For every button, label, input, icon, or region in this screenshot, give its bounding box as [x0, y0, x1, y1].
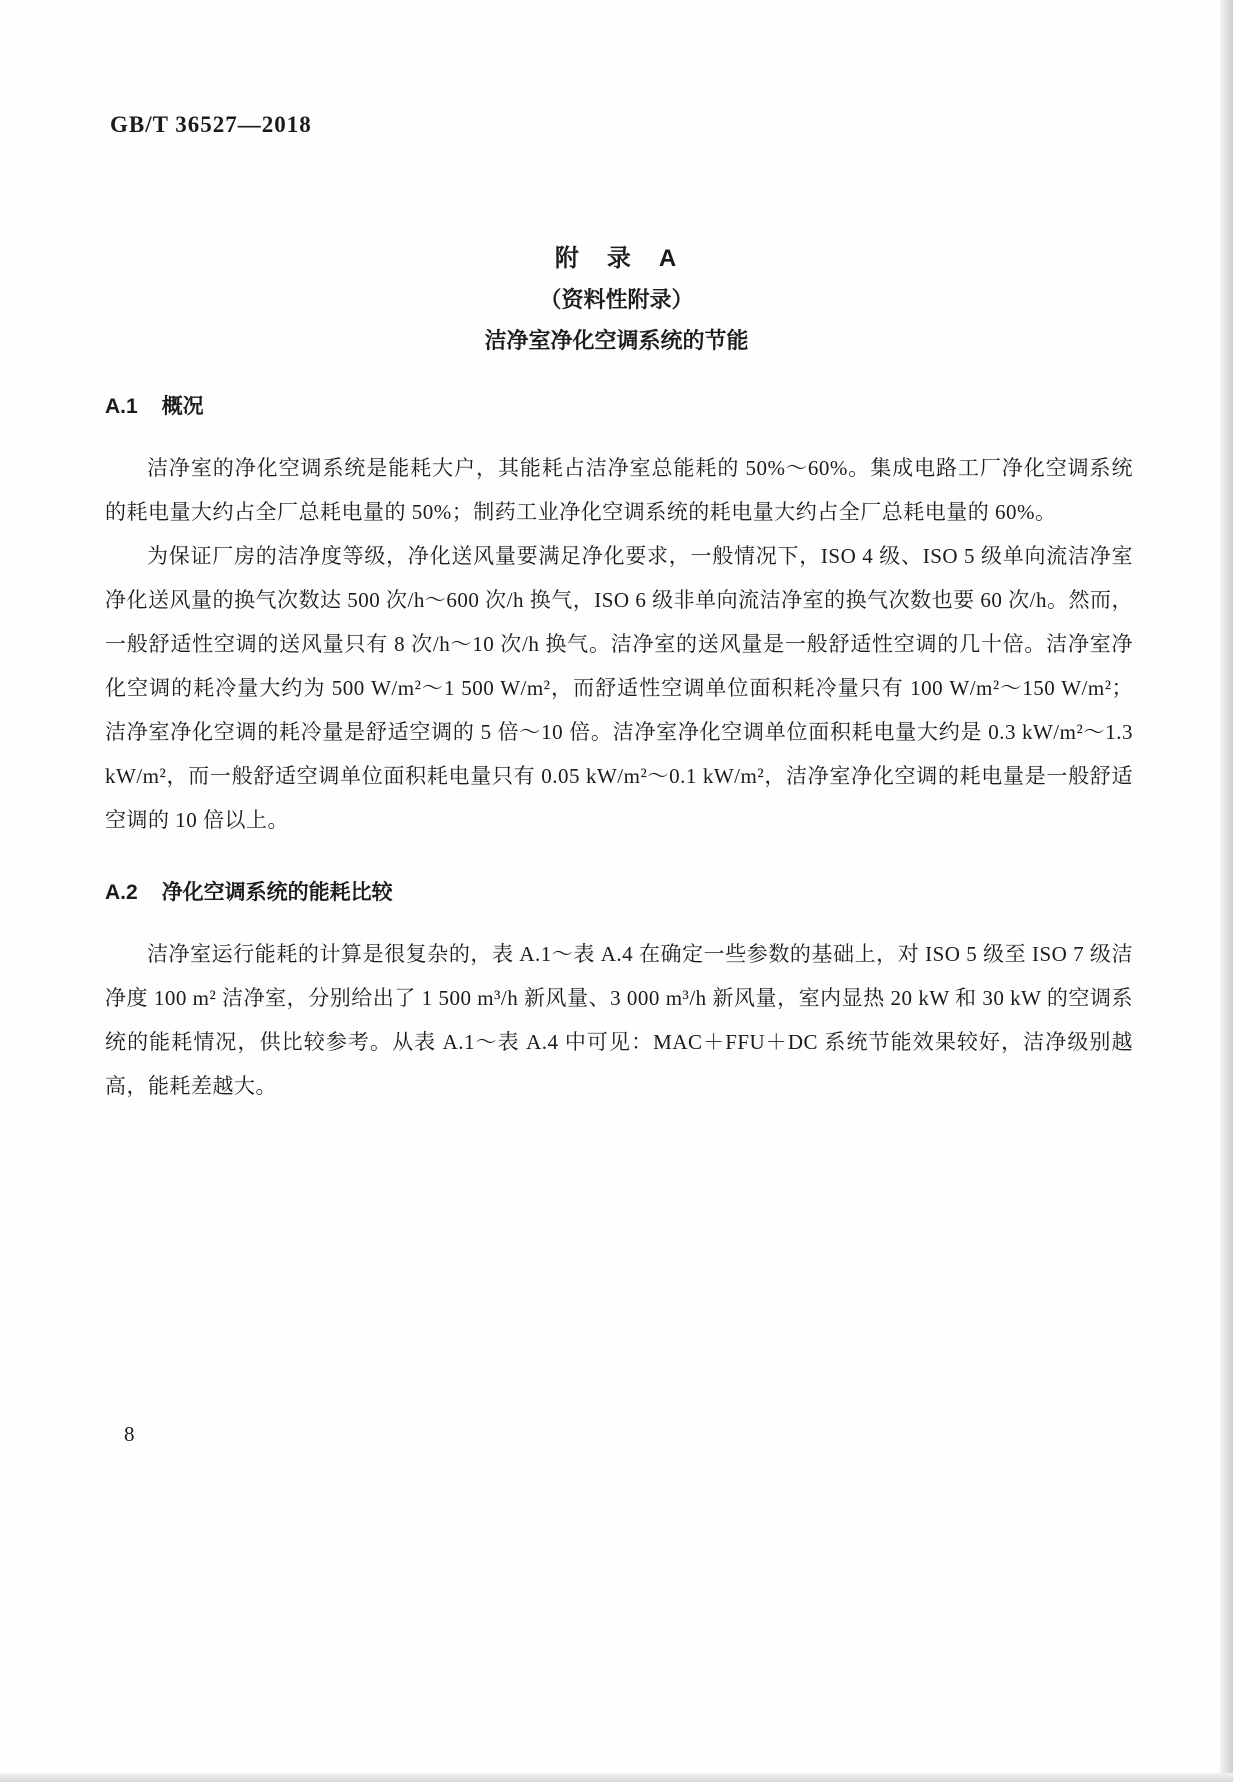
appendix-type-note: （资料性附录） — [539, 287, 694, 312]
paragraph: 洁净室运行能耗的计算是很复杂的，表 A.1～表 A.4 在确定一些参数的基础上，对 ISO 5 级至 ISO 7 级洁净度 100 m² 洁净室，分别给出了 1 500 m³/h 新风量、3 000 m³/h 新风量，室内显热 20 kW 和 30 kW 的空调系统的能耗情况，供比较参考。从表 A.1～表 A.4 中可见：MAC＋FFU＋DC 系统节能效果较好，洁净级别越高，能耗差越大。 — [105, 942, 1133, 1098]
appendix-title-block — [0, 238, 1233, 355]
section-a2-number: A.2 — [105, 881, 138, 904]
section-a1-number: A.1 — [105, 395, 138, 418]
section-a1 — [105, 390, 1133, 842]
page-number: 8 — [124, 1422, 135, 1446]
paragraph: 洁净室的净化空调系统是能耗大户，其能耗占洁净室总能耗的 50%～60%。集成电路工厂净化空调系统的耗电量大约占全厂总耗电量的 50%；制药工业净化空调系统的耗电量大约占全厂总耗电量的 60%。 — [105, 456, 1133, 524]
scan-shadow-bottom-edge — [0, 1773, 1233, 1782]
standard-number-header: GB/T 36527—2018 — [110, 112, 312, 137]
appendix-title: 洁净室净化空调系统的节能 — [484, 328, 749, 353]
section-divider-space — [105, 842, 1133, 876]
section-a1-heading — [105, 390, 1133, 420]
section-a2-title: 净化空调系统的能耗比较 — [161, 881, 393, 904]
section-a2 — [105, 876, 1133, 1108]
section-a1-body — [105, 446, 1133, 842]
appendix-label: 附 录 A — [554, 245, 679, 272]
scan-shadow-right-edge — [1220, 0, 1233, 1782]
paragraph: 为保证厂房的洁净度等级，净化送风量要满足净化要求，一般情况下，ISO 4 级、ISO 5 级单向流洁净室净化送风量的换气次数达 500 次/h～600 次/h 换气，ISO 6 级非单向流洁净室的换气次数也要 60 次/h。然而，一般舒适性空调的送风量只有 8 次/h～10 次/h 换气。洁净室的送风量是一般舒适性空调的几十倍。洁净室净化空调的耗冷量大约为 500 W/m²～1 500 W/m²，而舒适性空调单位面积耗冷量只有 100 W/m²～150 W/m²；洁净室净化空调的耗冷量是舒适空调的 5 倍～10 倍。洁净室净化空调单位面积耗电量大约是 0.3 kW/m²～1.3 kW/m²，而一般舒适空调单位面积耗电量只有 0.05 kW/m²～0.1 kW/m²，洁净室净化空调的耗电量是一般舒适空调的 10 倍以上。 — [105, 544, 1133, 832]
section-a1-title: 概况 — [161, 395, 204, 418]
section-a2-heading — [105, 876, 1133, 906]
section-a2-body — [105, 932, 1133, 1108]
page-content — [105, 390, 1133, 1108]
